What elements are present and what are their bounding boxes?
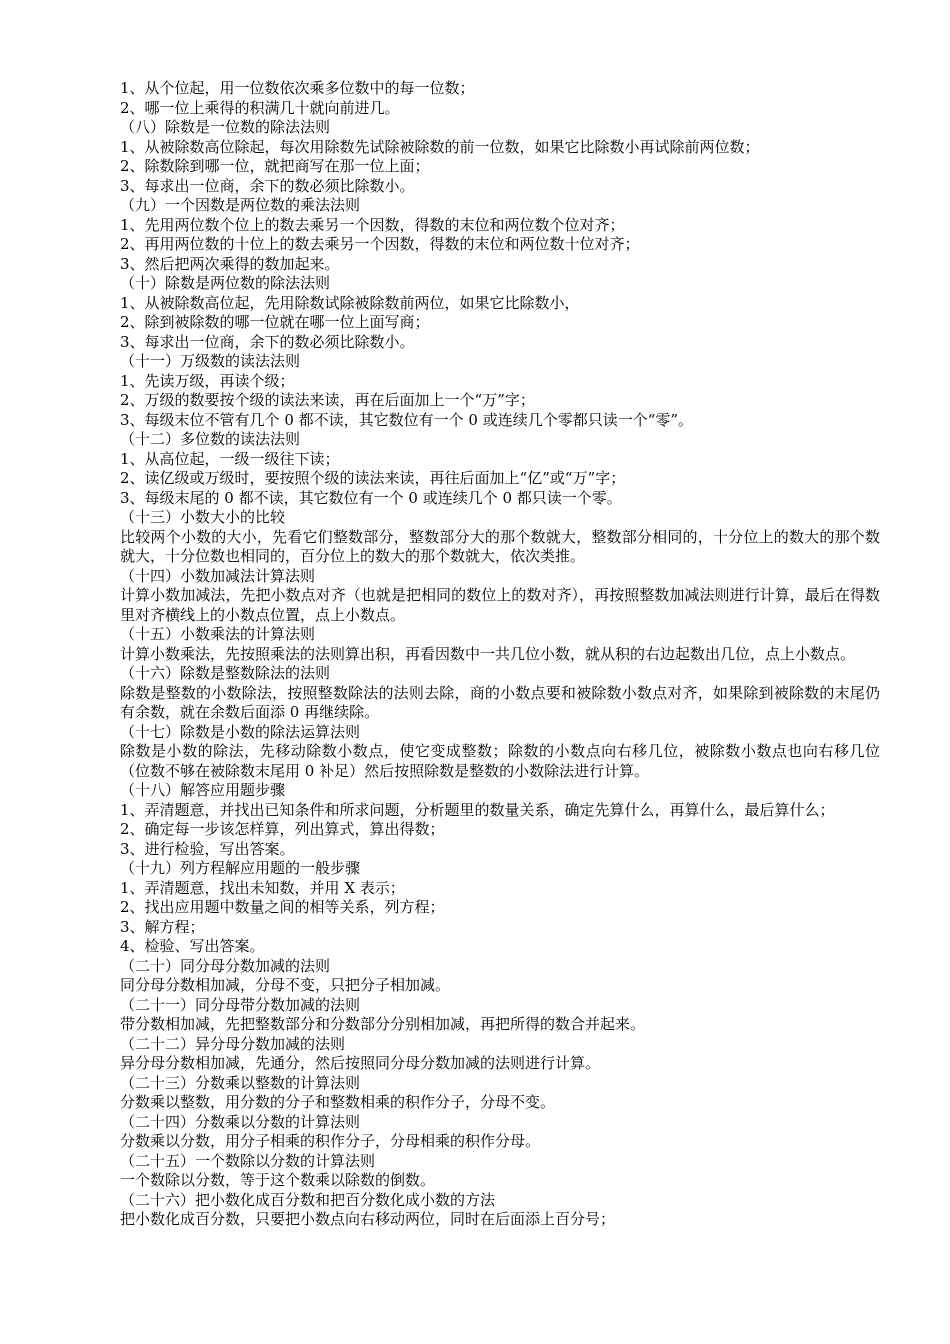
text-line: 1、从被除数高位起，先用除数试除被除数前两位，如果它比除数小，: [120, 293, 580, 312]
section-heading: （十四）小数加减法计算法则: [120, 566, 316, 585]
text-line: 4、检验、写出答案。: [120, 937, 265, 955]
text-line: 分数乘以分数，用分子相乘的积作分子，分母相乘的积作分母。: [120, 1132, 541, 1150]
section-heading: （二十六）把小数化成百分数和把百分数化成小数的方法: [120, 1190, 496, 1209]
text-line: 3、每级末尾的 0 都不读，其它数位有一个 0 或连续几个 0 都只读一个零。: [120, 488, 622, 507]
text-line: 异分母分数相加减，先通分，然后按照同分母分数加减的法则进行计算。: [120, 1054, 601, 1072]
text-paragraph: 计算小数加减法，先把小数点对齐（也就是把相同的数位上的数对齐），再按照整数加减法则进行计算，最后在得数里对齐横线上的小数点位置，点上小数点。: [120, 586, 880, 624]
text-line: 2、万级的数要按个级的读法来读，再在后面加上一个“万”字；: [120, 391, 535, 409]
section-heading: （二十）同分母分数加减的法则: [120, 956, 331, 975]
text-line: 3、解方程；: [120, 917, 205, 936]
section-heading: （二十三）分数乘以整数的计算法则: [120, 1073, 361, 1092]
section-heading: （十八）解答应用题步骤: [120, 781, 286, 799]
text-line: 2、读亿级或万级时，要按照个级的读法来读，再往后面加上“亿”或“万”字；: [120, 469, 626, 487]
text-line: 2、除数除到哪一位，就把商写在那一位上面；: [120, 157, 430, 175]
text-line: 3、每求出一位商，余下的数必须比除数小。: [120, 332, 415, 351]
text-line: 1、从高位起，一级一级往下读；: [120, 449, 340, 468]
section-heading: （十六）除数是整数除法的法则: [120, 664, 331, 682]
text-line: 2、再用两位数的十位上的数去乘另一个因数，得数的末位和两位数十位对齐；: [120, 235, 640, 253]
text-line: 带分数相加减，先把整数部分和分数部分分别相加减，再把所得的数合并起来。: [120, 1015, 646, 1033]
section-heading: （十）除数是两位数的除法法则: [120, 274, 331, 292]
document-page: [120, 79, 880, 1230]
section-heading: （十一）万级数的读法法则: [120, 352, 301, 370]
section-heading: （十七）除数是小数的除法运算法则: [120, 722, 361, 741]
text-line: 1、弄清题意，找出未知数，并用 X 表示；: [120, 878, 405, 897]
text-line: 3、进行检验，写出答案。: [120, 839, 295, 858]
text-line: 3、然后把两次乘得的数加起来。: [120, 254, 340, 273]
text-paragraph: 1、弄清题意，并找出已知条件和所求问题，分析题里的数量关系，确定先算什么，再算什么，最后算什么；: [120, 800, 835, 819]
section-heading: （十三）小数大小的比较: [120, 508, 286, 526]
text-line: 分数乘以整数，用分数的分子和整数相乘的积作分子，分母不变。: [120, 1093, 556, 1111]
text-paragraph: 计算小数乘法，先按照乘法的法则算出积，再看因数中一共几位小数，就从积的右边起数出几位，点上小数点。: [120, 644, 856, 663]
text-paragraph: 除数是小数的除法，先移动除数小数点，使它变成整数；除数的小数点向右移几位，被除数小数点也向右移几位（位数不够在被除数末尾用 0 补足）然后按照除数是整数的小数除法进行计算。: [120, 742, 880, 780]
text-paragraph: 除数是整数的小数除法，按照整数除法的法则去除，商的小数点要和被除数小数点对齐，如果除到被除数的末尾仍有余数，就在余数后面添 0 再继续除。: [120, 683, 880, 721]
section-heading: （十九）列方程解应用题的一般步骤: [120, 859, 361, 877]
section-heading: （二十一）同分母带分数加减的法则: [120, 995, 361, 1014]
text-line: 3、每求出一位商，余下的数必须比除数小。: [120, 176, 415, 195]
text-line: 1、先用两位数个位上的数去乘另一个因数，得数的末位和两位数个位对齐；: [120, 215, 625, 234]
section-heading: （八）除数是一位数的除法法则: [120, 118, 331, 136]
text-line: 2、除到被除数的哪一位就在哪一位上面写商；: [120, 313, 430, 331]
text-line: 把小数化成百分数，只要把小数点向右移动两位，同时在后面添上百分号；: [120, 1210, 616, 1228]
text-line: 1、先读万级，再读个级；: [120, 371, 295, 390]
section-heading: （九）一个因数是两位数的乘法法则: [120, 196, 361, 214]
text-line: 3、每级末位不管有几个 0 都不读，其它数位有一个 0 或连续几个零都只读一个“零”。: [120, 410, 694, 429]
text-line: 同分母分数相加减，分母不变，只把分子相加减。: [120, 976, 451, 994]
text-line: 1、从个位起，用一位数依次乘多位数中的每一位数；: [120, 79, 475, 97]
text-line: 2、哪一位上乘得的积满几十就向前进几。: [120, 98, 400, 117]
text-line: 2、找出应用题中数量之间的相等关系，列方程；: [120, 898, 445, 916]
section-heading: （二十四）分数乘以分数的计算法则: [120, 1112, 361, 1131]
section-heading: （十二）多位数的读法法则: [120, 430, 301, 448]
text-line: 2、确定每一步该怎样算，列出算式，算出得数；: [120, 820, 445, 838]
section-heading: （十五）小数乘法的计算法则: [120, 625, 316, 643]
section-heading: （二十五）一个数除以分数的计算法则: [120, 1151, 376, 1170]
text-line: 一个数除以分数，等于这个数乘以除数的倒数。: [120, 1171, 436, 1189]
section-heading: （二十二）异分母分数加减的法则: [120, 1034, 346, 1053]
text-paragraph: 比较两个小数的大小，先看它们整数部分，整数部分大的那个数就大，整数部分相同的，十分位上的数大的那个数就大，十分位数也相同的，百分位上的数大的那个数就大，依次类推。: [120, 527, 880, 565]
text-line: 1、从被除数高位除起，每次用除数先试除被除数的前一位数，如果它比除数小再试除前两位数；: [120, 137, 760, 156]
